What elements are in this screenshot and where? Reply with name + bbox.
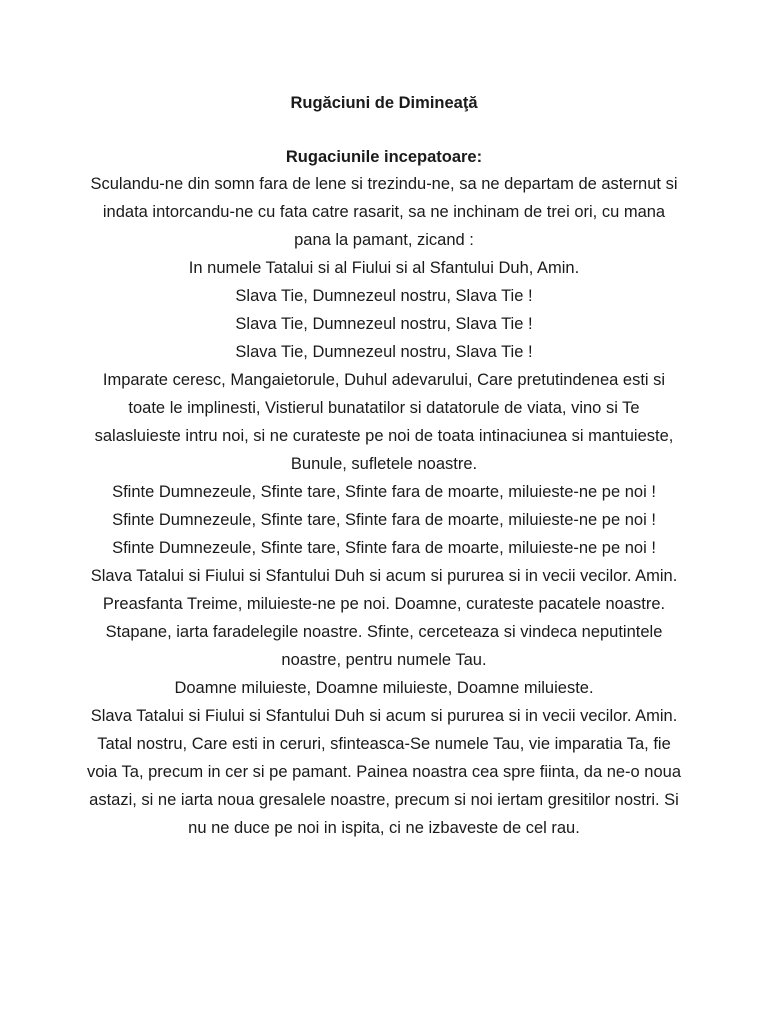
paragraph: Slava Tatalui si Fiului si Sfantului Duh si acum si pururea si in vecii vecilor. Amin. bbox=[90, 567, 678, 585]
paragraph: Sfinte Dumnezeule, Sfinte tare, Sfinte fara de moarte, miluieste-ne pe noi ! bbox=[112, 539, 656, 557]
paragraph: Slava Tatalui si Fiului si Sfantului Duh si acum si pururea si in vecii vecilor. Amin. bbox=[90, 707, 678, 725]
paragraph: Sculandu-ne din somn fara de lene si trezindu-ne, sa ne departam de asternut si indata intorcandu-ne cu fata catre rasarit, sa ne inchinam de trei ori, cu mana pana la pamant, zicand : bbox=[90, 175, 678, 249]
paragraph: Sfinte Dumnezeule, Sfinte tare, Sfinte fara de moarte, miluieste-ne pe noi ! bbox=[112, 511, 656, 529]
paragraph: Slava Tie, Dumnezeul nostru, Slava Tie ! bbox=[235, 287, 533, 305]
paragraph: Preasfanta Treime, miluieste-ne pe noi. Doamne, curateste pacatele noastre. Stapane, iarta faradelegile noastre. Sfinte, cerceteaza si vindeca neputintele noastre, pentru numele Tau. bbox=[102, 595, 666, 669]
paragraph: Slava Tie, Dumnezeul nostru, Slava Tie ! bbox=[235, 315, 533, 333]
document-title: Rugăciuni de Dimineaţă bbox=[290, 94, 478, 112]
paragraph: Doamne miluieste, Doamne miluieste, Doamne miluieste. bbox=[174, 679, 594, 697]
paragraph: Sfinte Dumnezeule, Sfinte tare, Sfinte fara de moarte, miluieste-ne pe noi ! bbox=[112, 483, 656, 501]
paragraph: In numele Tatalui si al Fiului si al Sfantului Duh, Amin. bbox=[188, 259, 580, 277]
paragraph: Slava Tie, Dumnezeul nostru, Slava Tie ! bbox=[235, 343, 533, 361]
paragraph: Imparate ceresc, Mangaietorule, Duhul adevarului, Care pretutindenea esti si toate le implinesti, Vistierul bunatatilor si datatorule de viata, vino si Te salasluieste intru noi, si ne curateste pe noi de toata intinaciunea si mantuieste, Bunule, sufletele noastre. bbox=[94, 371, 674, 473]
paragraph: Tatal nostru, Care esti in ceruri, sfinteasca-Se numele Tau, vie imparatia Ta, fie voia Ta, precum in cer si pe pamant. Painea noastra cea spre fiinta, da ne-o noua astazi, si ne iarta noua gresalele noastre, precum si noi iertam gresitilor nostri. Si nu ne duce pe noi in ispita, ci ne izbaveste de cel rau. bbox=[86, 735, 682, 837]
prayer-body bbox=[84, 170, 684, 842]
section-heading: Rugaciunile incepatoare: bbox=[285, 148, 483, 166]
